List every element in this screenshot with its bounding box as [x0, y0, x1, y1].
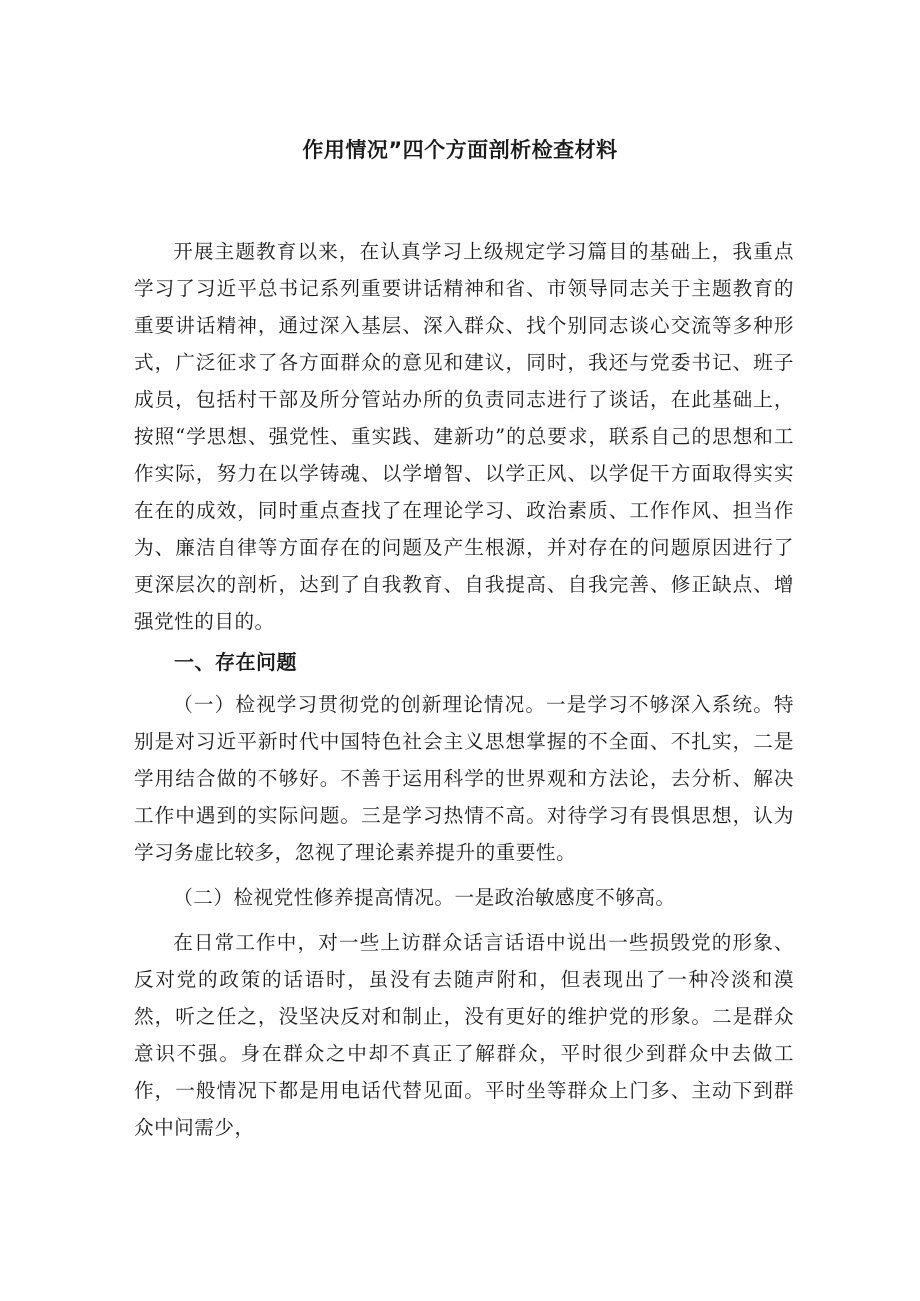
item-2-paragraph: （二）检视党性修养提高情况。一是政治敏感度不够高。 — [173, 886, 676, 909]
daily-work-paragraph: 在日常工作中，对一些上访群众话言话语中说出一些损毁党的形象、反对党的政策的话语时，虽没有去随声附和，但表现出了一种冷淡和漠然，听之任之，没坚决反对和制止，没有更好的维护党的形象。二是群众意识不强。身在群众之中却不真正了解群众，平时很少到群众中去做工作，一般情况下都是用电话代替见面。平时坐等群众上门多、主动下到群众中问需少， — [134, 931, 794, 1139]
intro-paragraph: 开展主题教育以来，在认真学习上级规定学习篇目的基础上，我重点学习了习近平总书记系列重要讲话精神和省、市领导同志关于主题教育的重要讲话精神，通过深入基层、深入群众、找个别同志谈心交流等多种形式，广泛征求了各方面群众的意见和建议，同时，我还与党委书记、班子成员，包括村干部及所分管站办所的负责同志进行了谈话，在此基础上，按照“学思想、强党性、重实践、建新功”的总要求，联系自己的思想和工作实际，努力在以学铸魂、以学增智、以学正风、以学促干方面取得实实在在的成效，同时重点查找了在理论学习、政治素质、工作作风、担当作为、廉洁自律等方面存在的问题及产生根源，并对存在的问题原因进行了更深层次的剖析，达到了自我教育、自我提高、自我完善、修正缺点、增强党性的目的。 — [134, 240, 794, 633]
section-heading-existing-problems: 一、存在问题 — [174, 650, 297, 674]
document-title: 作用情况”四个方面剖析检查材料 — [302, 138, 618, 162]
document-body — [134, 233, 794, 1146]
item-1-paragraph: （一）检视学习贯彻党的创新理论情况。一是学习不够深入系统。特别是对习近平新时代中国特色社会主义思想掌握的不全面、不扎实，二是学用结合做的不够好。不善于运用科学的世界观和方法论，去分析、解决工作中遇到的实际问题。三是学习热情不高。对待学习有畏惧思想，认为学习务虚比较多，忽视了理论素养提升的重要性。 — [134, 693, 794, 864]
